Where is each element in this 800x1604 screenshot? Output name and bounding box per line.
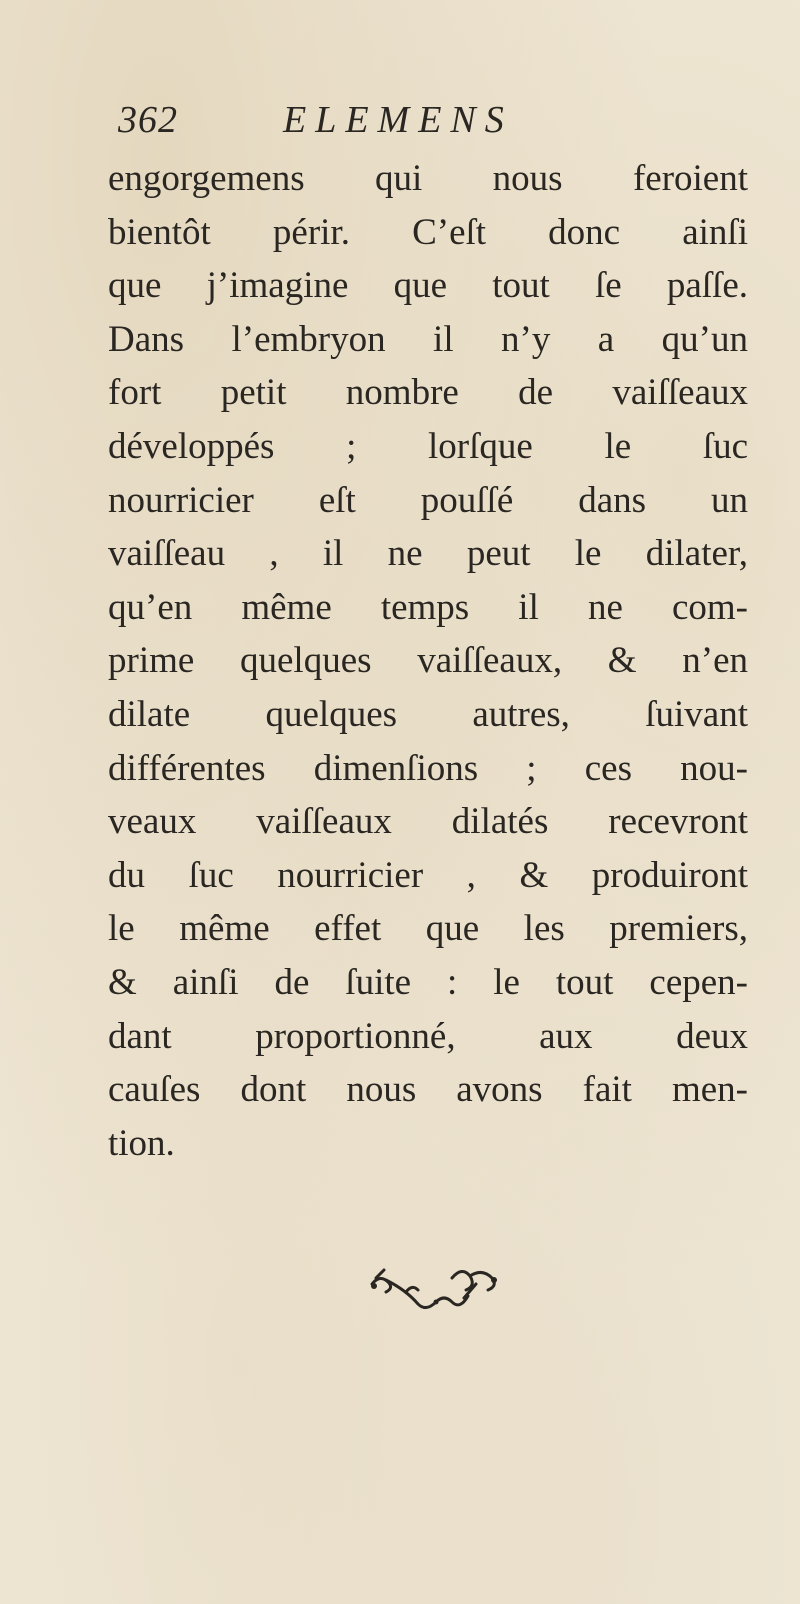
text-line: engorgemens qui nous feroient (108, 158, 748, 199)
text-line: nourricier eſt pouſſé dans un (108, 479, 748, 521)
text-line: cauſes dont nous avons fait men- (108, 1069, 748, 1111)
tailpiece-ornament-icon (366, 1256, 506, 1316)
running-title: ELEMENS (283, 99, 513, 141)
text-line: veaux vaiſſeaux dilatés recevront (108, 801, 748, 843)
text-line: que j’imagine que tout ſe paſſe. (108, 265, 748, 307)
text-line: & ainſi de ſuite : le tout cepen- (108, 961, 748, 1003)
text-line: du ſuc nourricier , & produiront (108, 854, 748, 896)
text-line: prime quelques vaiſſeaux, & n’en (108, 640, 748, 682)
page-header (118, 98, 718, 148)
text-line: différentes dimenſions ; ces nou- (108, 747, 748, 789)
text-line: fort petit nombre de vaiſſeaux (108, 372, 748, 414)
text-line-last: tion. (108, 1122, 175, 1164)
text-line: qu’en même temps il ne com- (108, 586, 748, 628)
page-number: 362 (118, 99, 178, 141)
text-line: Dans l’embryon il n’y a qu’un (108, 318, 748, 360)
text-line: développés ; lorſque le ſuc (108, 425, 748, 467)
body-text (108, 152, 748, 1170)
text-line: dant proportionné, aux deux (108, 1015, 748, 1057)
text-line: vaiſſeau , il ne peut le dilater, (108, 533, 748, 575)
text-line: le même effet que les premiers, (108, 908, 748, 950)
text-line: bientôt périr. C’eſt donc ainſi (108, 211, 748, 253)
text-line: dilate quelques autres, ſuivant (108, 693, 748, 735)
